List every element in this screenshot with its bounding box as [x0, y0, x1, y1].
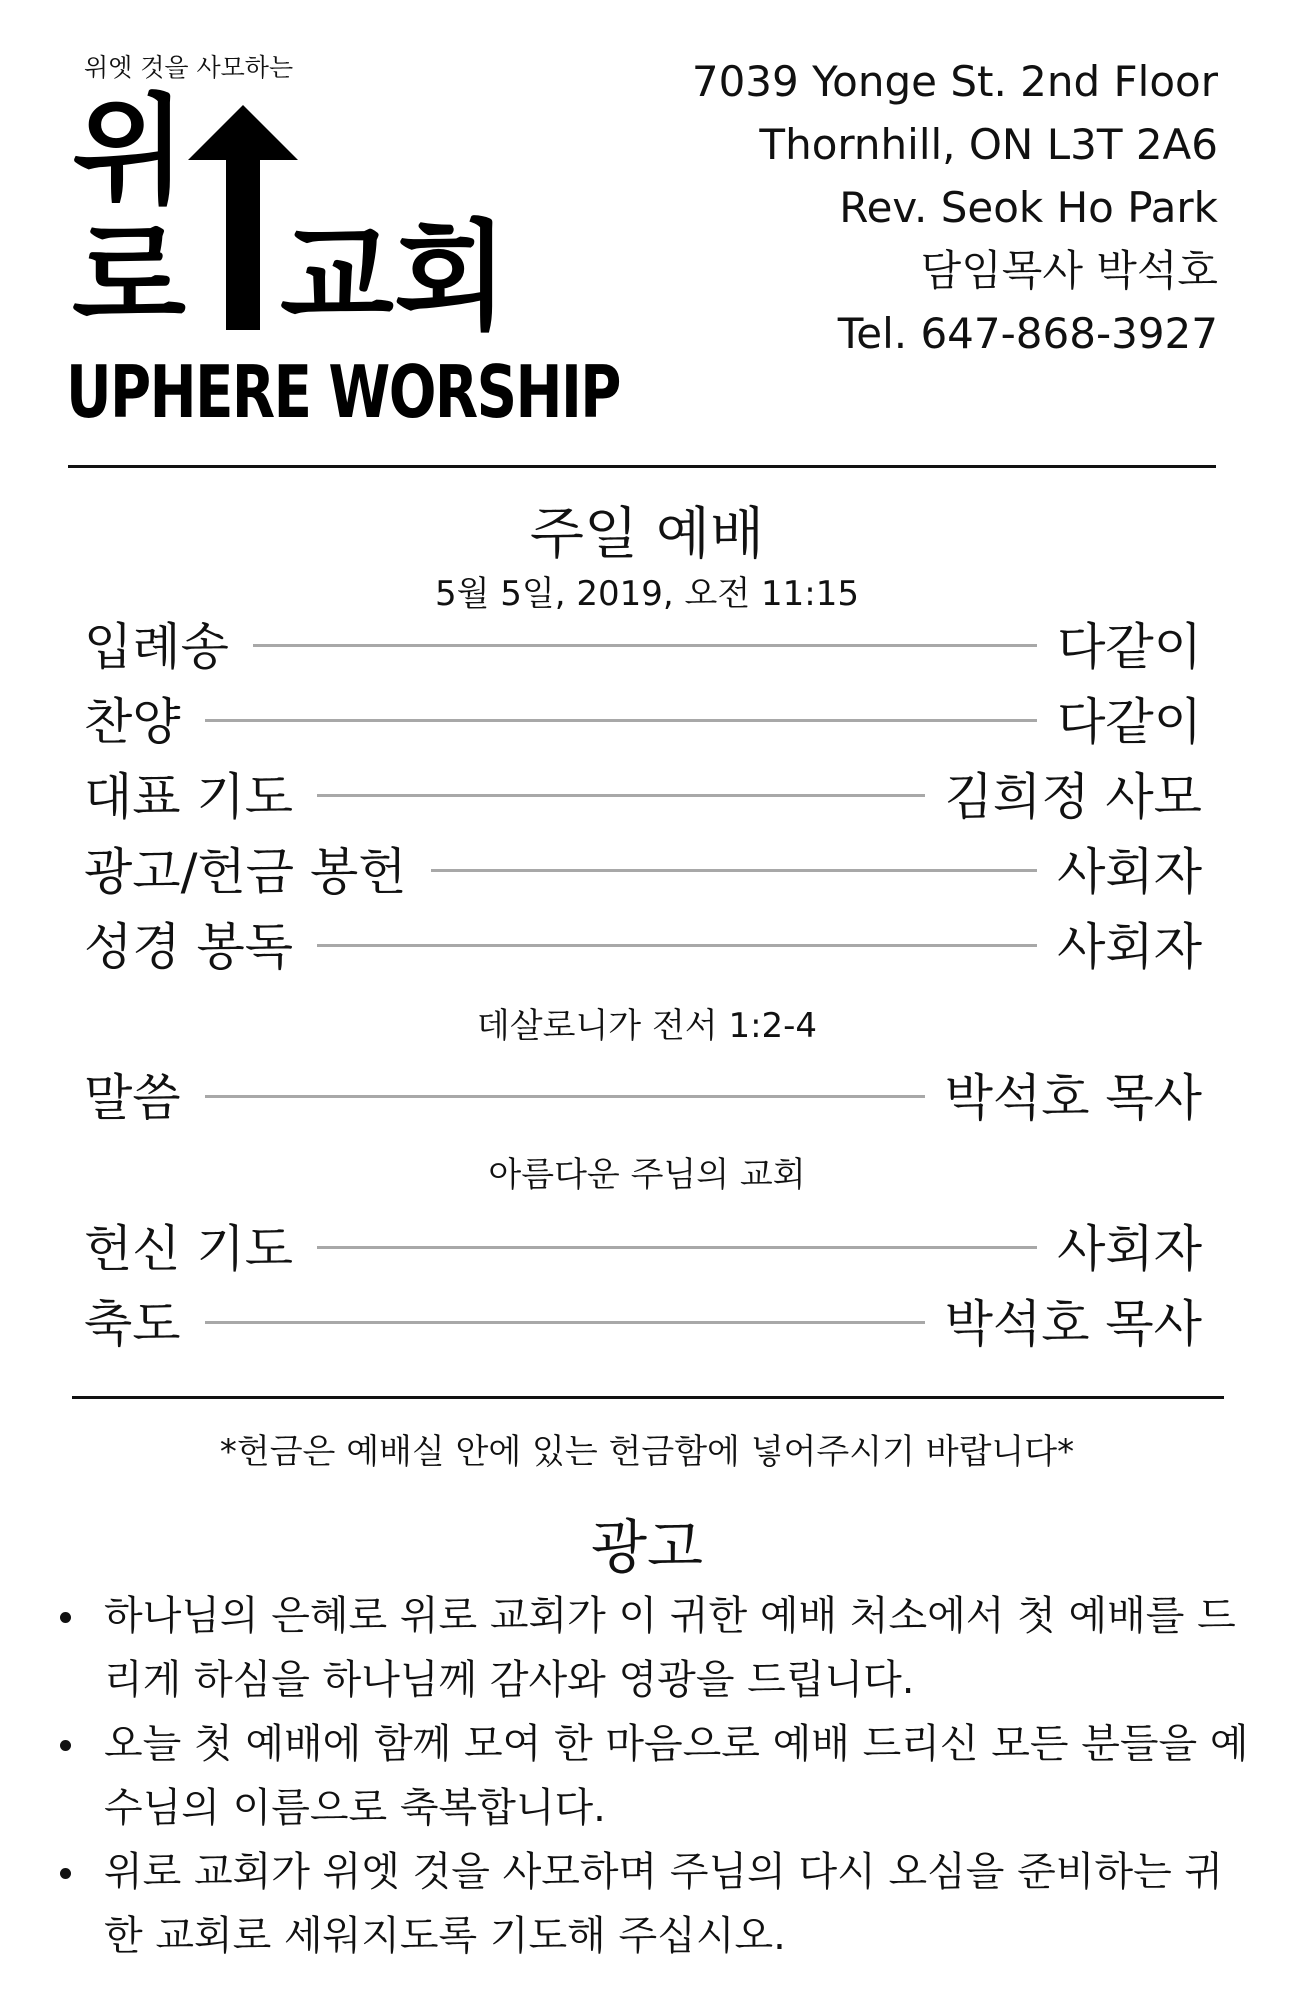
leader-line — [317, 944, 1037, 947]
announcements-list — [60, 1584, 1256, 1968]
announcement-text: 오늘 첫 예배에 함께 모여 한 마음으로 예배 드리신 모든 분들을 예수님의 이름으로 축복합니다. — [104, 1721, 1249, 1831]
service-date: 5월 5일, 2019, 오전 11:15 — [435, 574, 859, 614]
order-row — [84, 1062, 1202, 1126]
leader-line — [205, 1321, 925, 1324]
order-item: 축도 — [84, 1295, 181, 1353]
order-item: 찬양 — [84, 693, 181, 751]
leader-line — [205, 719, 1037, 722]
leader-line — [317, 794, 925, 797]
scripture-reference: 데살로니가 전서 1:2-4 — [476, 1006, 818, 1046]
order-row — [84, 1213, 1202, 1277]
order-leader: 박석호 목사 — [944, 1295, 1202, 1353]
offering-note: *헌금은 예배실 안에 있는 헌금함에 넣어주시기 바랍니다* — [219, 1432, 1075, 1472]
logo-english-name: UPHERE WORSHIP — [66, 350, 620, 434]
order-leader: 다같이 — [1057, 693, 1202, 751]
logo-tagline: 위엣 것을 사모하는 — [84, 53, 294, 82]
bullet-icon — [60, 1868, 71, 1879]
logo-char-top: 위 — [72, 82, 186, 220]
leader-line — [253, 644, 1037, 647]
announcements-title: 광고 — [590, 1513, 704, 1581]
order-leader: 사회자 — [1057, 918, 1202, 976]
announcement-item — [60, 1712, 1256, 1840]
order-row — [84, 611, 1202, 675]
order-row — [84, 686, 1202, 750]
divider — [72, 1396, 1224, 1399]
order-leader: 박석호 목사 — [944, 1069, 1202, 1127]
order-item: 입례송 — [84, 618, 229, 676]
pastor-name-ko: 담임목사 박석호 — [920, 246, 1218, 295]
address-line: Thornhill, ON L3T 2A6 — [759, 120, 1218, 169]
order-leader: 다같이 — [1057, 618, 1202, 676]
address-line: 7039 Yonge St. 2nd Floor — [691, 57, 1218, 106]
divider — [68, 465, 1216, 468]
order-item: 성경 봉독 — [84, 918, 294, 976]
order-item: 대표 기도 — [84, 768, 294, 826]
announcement-text: 위로 교회가 위엣 것을 사모하며 주님의 다시 오심을 준비하는 귀한 교회로 세워지도록 기도해 주십시오. — [104, 1849, 1224, 1959]
order-leader: 김희정 사모 — [944, 768, 1202, 826]
order-row — [84, 911, 1202, 975]
leader-line — [205, 1095, 925, 1098]
announcement-item — [60, 1840, 1256, 1968]
announcement-item — [60, 1584, 1256, 1712]
order-item: 광고/헌금 봉헌 — [84, 843, 407, 901]
order-row — [84, 836, 1202, 900]
pastor-name-en: Rev. Seok Ho Park — [839, 183, 1218, 232]
church-address — [692, 50, 1218, 365]
sermon-title: 아름다운 주님의 교회 — [488, 1155, 806, 1195]
bullet-icon — [60, 1740, 71, 1751]
order-row — [84, 761, 1202, 825]
leader-line — [431, 869, 1038, 872]
order-item: 말씀 — [84, 1069, 181, 1127]
leader-line — [317, 1246, 1037, 1249]
logo-church-text: 교회 — [280, 208, 508, 346]
logo-char-bottom: 로 — [72, 208, 186, 346]
order-leader: 사회자 — [1057, 843, 1202, 901]
order-row — [84, 1288, 1202, 1352]
phone-number: Tel. 647-868-3927 — [837, 309, 1218, 358]
order-item: 헌신 기도 — [84, 1220, 294, 1278]
bullet-icon — [60, 1612, 71, 1623]
announcement-text: 하나님의 은혜로 위로 교회가 이 귀한 예배 처소에서 첫 예배를 드리게 하심을 하나님께 감사와 영광을 드립니다. — [104, 1593, 1236, 1703]
order-leader: 사회자 — [1057, 1220, 1202, 1278]
service-title: 주일 예배 — [529, 502, 765, 567]
